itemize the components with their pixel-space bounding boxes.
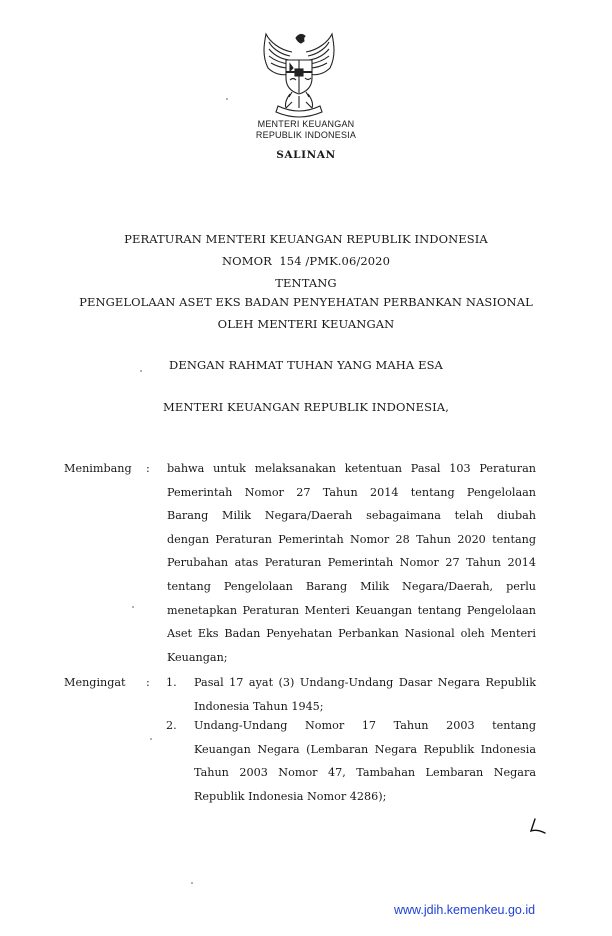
menimbang-line: Perubahan atas Peraturan Pemerintah Nomor 27 Tahun 2014 [167,556,536,570]
scan-speck [226,98,228,100]
mengingat-line: Indonesia Tahun 1945; [194,699,324,713]
mengingat-line: Undang-Undang Nomor 17 Tahun 2003 tentang [194,719,536,732]
number-suffix: /PMK.06/2020 [305,254,390,268]
mengingat-line: Republik Indonesia Nomor 4286); [194,789,387,803]
menimbang-line: Aset Eks Badan Penyehatan Perbankan Nasional oleh Menteri [167,627,536,641]
mengingat-line: Tahun 2003 Nomor 47, Tambahan Lembaran Negara [194,766,536,780]
number-prefix: NOMOR [222,254,272,268]
menimbang-paragraph [167,457,536,669]
scan-speck [132,606,134,608]
menimbang-line: bahwa untuk melaksanakan ketentuan Pasal 103 Peraturan [167,462,536,475]
ministry-name-line2: REPUBLIK INDONESIA [255,130,357,140]
jdih-url-link[interactable]: www.jdih.kemenkeu.go.id [394,903,536,917]
menimbang-line: Pemerintah Nomor 27 Tahun 2014 tentang Pengelolaan [167,485,536,499]
garuda-emblem-icon [252,30,346,118]
mengingat-line: Pasal 17 ayat (3) Undang-Undang Dasar Negara Republik [194,676,536,689]
mengingat-item-number: 1. [166,676,177,689]
scan-speck [140,370,142,372]
mengingat-item-number: 2. [166,719,177,732]
regulation-number [0,254,612,268]
regulation-heading: PERATURAN MENTERI KEUANGAN REPUBLIK INDONESIA [124,232,488,246]
blessing-line: DENGAN RAHMAT TUHAN YANG MAHA ESA [169,358,443,372]
regulation-subject-line1: PENGELOLAAN ASET EKS BADAN PENYEHATAN PERBANKAN NASIONAL [79,295,533,309]
mengingat-line: Keuangan Negara (Lembaran Negara Republik Indonesia [194,742,536,756]
regulation-subject-line2: OLEH MENTERI KEUANGAN [217,317,395,331]
scan-speck [191,882,193,884]
menimbang-line: menetapkan Peraturan Menteri Keuangan tentang Pengelolaan [167,603,536,617]
about-label: TENTANG [275,276,337,290]
mengingat-colon: : [146,676,150,689]
initial-signature-icon [528,817,550,835]
mengingat-item-2 [194,714,536,808]
copy-mark: SALINAN [276,149,336,161]
menimbang-line: dengan Peraturan Pemerintah Nomor 28 Tahun 2020 tentang [167,532,536,546]
number-value: 154 [279,254,302,268]
mengingat-label: Mengingat [64,676,126,689]
menimbang-line: Keuangan; [167,650,228,664]
mengingat-item-1 [194,671,536,718]
issuer-line: MENTERI KEUANGAN REPUBLIK INDONESIA, [163,400,449,414]
menimbang-line: tentang Pengelolaan Barang Milik Negara/Daerah, perlu [167,579,536,593]
scan-speck [150,738,152,740]
ministry-name-line1: MENTERI KEUANGAN [257,119,355,129]
menimbang-colon: : [146,462,150,475]
menimbang-label: Menimbang [64,462,132,475]
menimbang-line: Barang Milik Negara/Daerah sebagaimana telah diubah [167,509,536,523]
